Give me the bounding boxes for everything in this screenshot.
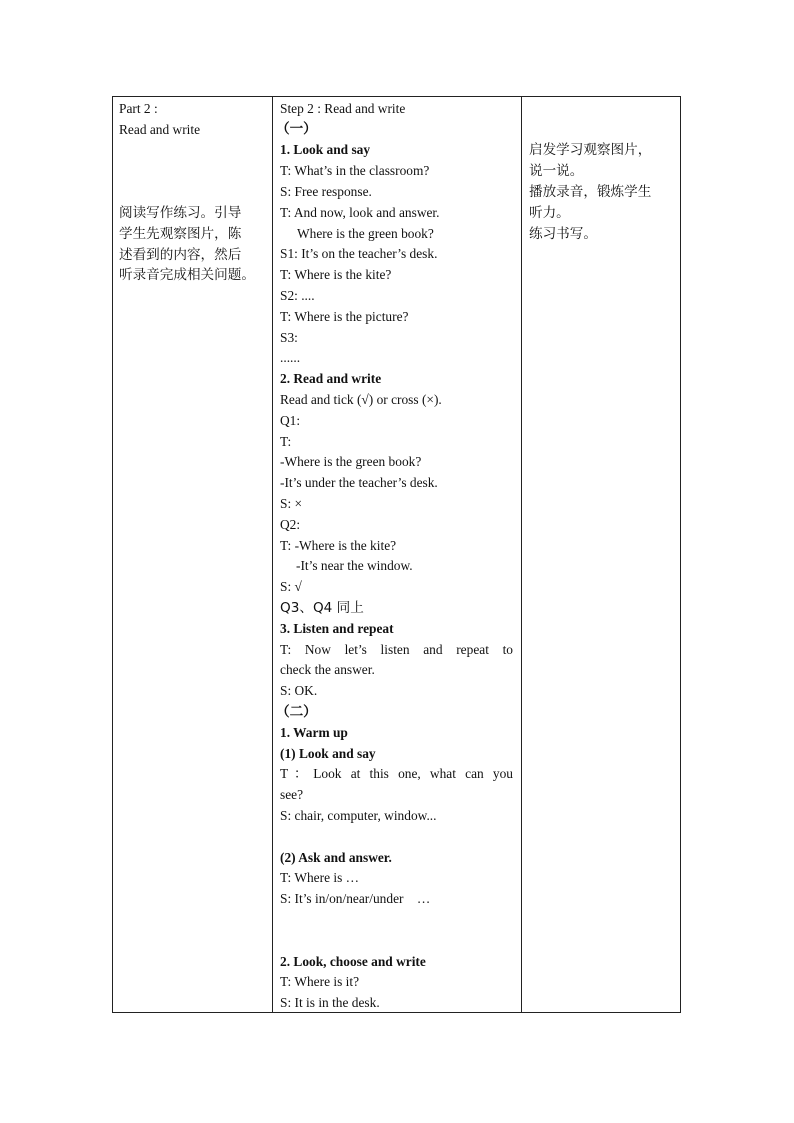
dialogue-line: T: -Where is the kite? [280,538,397,553]
dialogue-line: check the answer. [280,662,375,677]
dialogue-line: -It’s under the teacher’s desk. [280,475,438,490]
note-line: 启发学习观察图片， [529,142,652,158]
dialogue-line: T: Now let’s listen and repeat to [280,642,513,657]
dialogue-line: S: OK. [280,683,318,698]
purpose-line: 阅读写作练习。引导 [119,205,242,221]
activity-subheading: (2) Ask and answer. [280,850,392,865]
dialogue-line: T：Look at this one, what can you [280,766,513,781]
activity-subheading: (1) Look and say [280,746,376,761]
step-title: Step 2 : Read and write [280,101,406,116]
dialogue-line: S: × [280,496,303,511]
dialogue-line: T: Where is it? [280,974,360,989]
dialogue-line: S: √ [280,579,302,594]
dialogue-line: -Where is the green book? [280,454,422,469]
purpose-line: 学生先观察图片，陈 [119,226,242,242]
dialogue-line: Q2: [280,517,301,532]
procedure-column [273,97,522,1012]
dialogue-line: S2: .... [280,288,315,303]
dialogue-line: Q1: [280,413,301,428]
section-label: Part 2 : [119,101,158,116]
dialogue-line: T: Where is … [280,870,360,885]
dialogue-line: S: chair, computer, window... [280,808,437,823]
dialogue-line: T: Where is the picture? [280,309,409,324]
purpose-line: 听录音完成相关问题。 [119,267,255,283]
dialogue-line: S1: It’s on the teacher’s desk. [280,246,438,261]
dialogue-line: -It’s near the window. [296,558,413,573]
note-line: 练习书写。 [529,226,597,242]
dialogue-line: T: What’s in the classroom? [280,163,430,178]
content-column [113,97,273,1012]
notes-column [522,97,680,1012]
dialogue-line: Read and tick (√) or cross (×). [280,392,442,407]
note-line: 说一说。 [529,163,584,179]
activity-heading: 2. Read and write [280,371,382,386]
dialogue-line: S: It’s in/on/near/under … [280,891,431,906]
dialogue-line: S: Free response. [280,184,372,199]
purpose-line: 述看到的内容，然后 [119,247,242,263]
activity-heading: 3. Listen and repeat [280,621,394,636]
part-heading: （二） [276,704,317,720]
dialogue-line: see? [280,787,304,802]
note-line: 播放录音，锻炼学生 [529,184,652,200]
dialogue-line: T: And now, look and answer. [280,205,440,220]
part-heading: （一） [276,121,317,137]
activity-heading: 2. Look, choose and write [280,954,426,969]
activity-heading: 1. Look and say [280,142,371,157]
dialogue-line: S: It is in the desk. [280,995,380,1010]
section-name: Read and write [119,122,201,137]
activity-heading: 1. Warm up [280,725,348,740]
lesson-plan-table [112,96,681,1013]
note-line: 听力。 [529,205,570,221]
dialogue-line: S3: [280,330,298,345]
dialogue-line: T: Where is the kite? [280,267,392,282]
dialogue-line: T: [280,434,292,449]
dialogue-line: ...... [280,350,301,365]
dialogue-line: Q3、Q4 同上 [280,600,364,616]
dialogue-line: Where is the green book? [297,226,434,241]
